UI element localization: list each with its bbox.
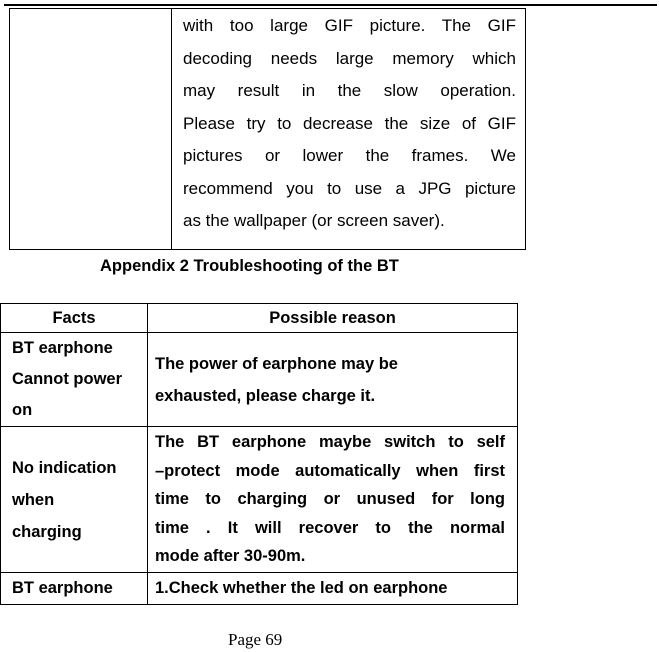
text-line: recommend you to use a JPG picture: [183, 178, 516, 198]
fact-cell: [1, 427, 148, 573]
text-line: as the wallpaper (or screen saver).: [183, 211, 445, 230]
fact-line: when: [12, 490, 55, 509]
text-line: decoding needs large memory which: [183, 48, 516, 68]
appendix-title: Appendix 2 Troubleshooting of the BT: [100, 257, 399, 275]
reason-line: time . It will recover to the normal: [155, 518, 505, 537]
fact-line: BT earphone: [12, 339, 113, 357]
page-number: Page 69: [228, 630, 283, 649]
reason-line: The power of earphone may be: [155, 354, 398, 373]
header-possible-reason: Possible reason: [148, 304, 518, 333]
fact-line: Cannot power: [12, 370, 122, 388]
table-row: [1, 333, 518, 427]
fact-line: charging: [12, 522, 82, 541]
fact-cell: [1, 573, 148, 605]
text-line: pictures or lower the frames. We: [183, 146, 516, 165]
reason-line: mode after 30-90m.: [155, 547, 306, 566]
reason-cell: [148, 573, 518, 605]
text-line: Please try to decrease the size of GIF: [183, 113, 516, 133]
column-divider: [171, 9, 172, 249]
table-row: [1, 427, 518, 573]
reason-line: The BT earphone maybe switch to self: [155, 433, 505, 452]
text-line: with too large GIF picture. The GIF: [183, 16, 516, 35]
fact-line: BT earphone: [12, 579, 113, 597]
table-row: [1, 573, 518, 605]
reason-line: exhausted, please charge it.: [155, 386, 376, 405]
fact-cell: [1, 333, 148, 427]
gif-note-text: [183, 10, 516, 238]
reason-cell: [148, 427, 518, 573]
fact-line: on: [12, 401, 33, 419]
text-line: may result in the slow operation.: [183, 81, 516, 100]
top-rule: [4, 4, 657, 6]
header-facts: Facts: [1, 304, 148, 333]
fact-line: No indication: [12, 458, 117, 477]
troubleshooting-table: [0, 303, 518, 605]
reason-line: time to charging or unused for long: [155, 490, 505, 509]
reason-cell: [148, 333, 518, 427]
reason-line: 1.Check whether the led on earphone: [155, 579, 448, 597]
table-header-row: [1, 304, 518, 333]
reason-line: –protect mode automatically when first: [155, 461, 505, 480]
